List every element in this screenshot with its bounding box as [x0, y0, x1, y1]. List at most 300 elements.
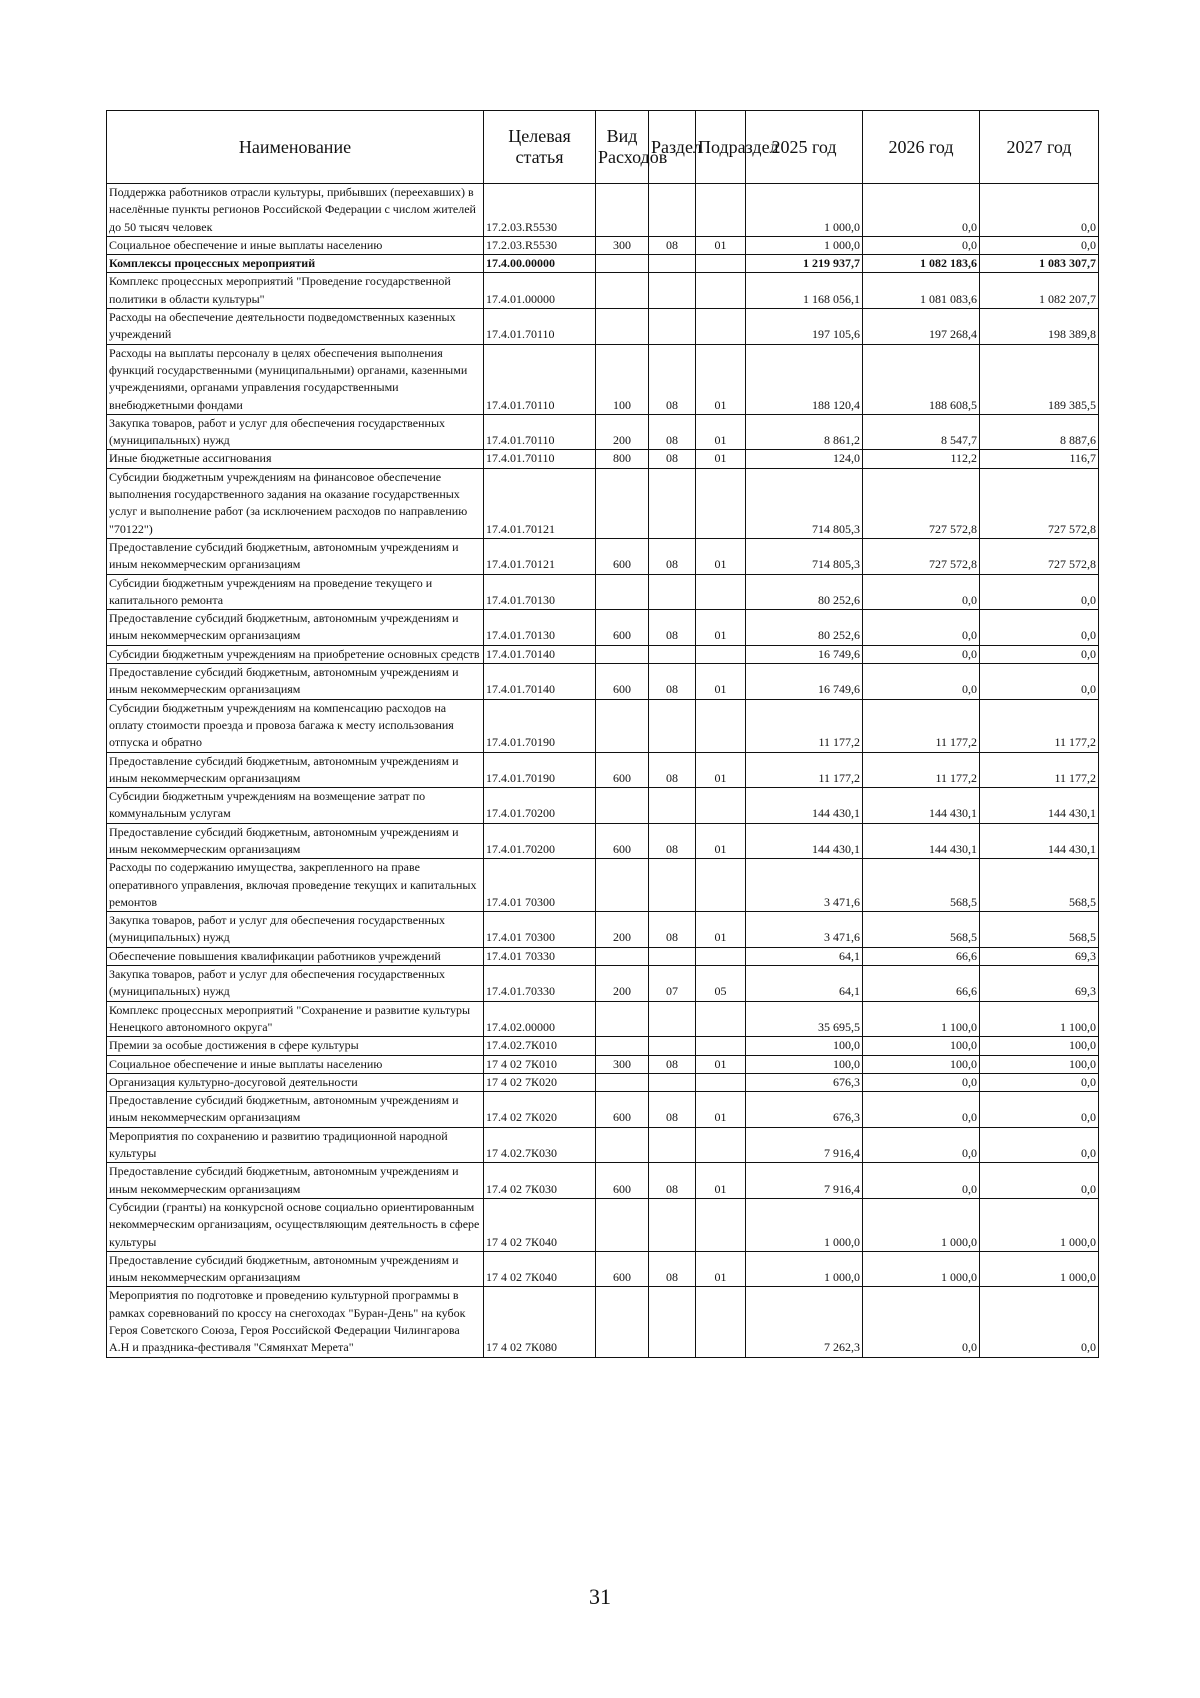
row-name: Предоставление субсидий бюджетным, автономным учреждениям и иным некоммерческим организациям: [107, 823, 484, 859]
row-value-2027: 11 177,2: [980, 699, 1099, 752]
table-row: [107, 414, 1099, 450]
row-razdel: [649, 184, 696, 237]
row-vid: [596, 947, 649, 965]
row-vid: [596, 1127, 649, 1163]
row-name: Предоставление субсидий бюджетным, автономным учреждениям и иным некоммерческим организациям: [107, 610, 484, 646]
row-value-2026: 0,0: [863, 1287, 980, 1357]
row-value-2027: 198 389,8: [980, 309, 1099, 345]
row-value-2027: 0,0: [980, 574, 1099, 610]
row-value-2027: 0,0: [980, 1073, 1099, 1091]
row-vid: 300: [596, 236, 649, 254]
row-value-2026: 0,0: [863, 664, 980, 700]
row-target-code: 17.4.01 70330: [484, 947, 596, 965]
row-name: Расходы по содержанию имущества, закрепленного на праве оперативного управления, включая проведение текущих и капитальных ремонтов: [107, 859, 484, 912]
table-row: [107, 966, 1099, 1002]
row-target-code: 17.4 02 7К030: [484, 1163, 596, 1199]
row-value-2025: 1 219 937,7: [746, 255, 863, 273]
table-row: [107, 1198, 1099, 1251]
row-value-2027: 116,7: [980, 450, 1099, 468]
row-target-code: 17.4.01.70110: [484, 414, 596, 450]
row-podrazdel: [696, 1037, 746, 1055]
row-podrazdel: [696, 699, 746, 752]
row-target-code: 17.4.02.00000: [484, 1001, 596, 1037]
table-row: [107, 273, 1099, 309]
row-target-code: 17.4.01.70200: [484, 788, 596, 824]
row-vid: [596, 184, 649, 237]
row-name: Организация культурно-досуговой деятельности: [107, 1073, 484, 1091]
row-podrazdel: [696, 788, 746, 824]
row-value-2026: 568,5: [863, 859, 980, 912]
header-podrazdel: Подраздел: [696, 111, 746, 184]
row-value-2026: 1 100,0: [863, 1001, 980, 1037]
table-row: [107, 309, 1099, 345]
row-value-2026: 100,0: [863, 1037, 980, 1055]
row-vid: 200: [596, 912, 649, 948]
row-razdel: [649, 699, 696, 752]
row-podrazdel: 01: [696, 450, 746, 468]
row-razdel: 07: [649, 966, 696, 1002]
row-podrazdel: [696, 1127, 746, 1163]
row-razdel: 08: [649, 664, 696, 700]
row-target-code: 17 4.02.7К030: [484, 1127, 596, 1163]
row-vid: [596, 1198, 649, 1251]
row-razdel: 08: [649, 752, 696, 788]
header-vid: Вид Расходов: [596, 111, 649, 184]
row-value-2027: 0,0: [980, 236, 1099, 254]
row-vid: [596, 1073, 649, 1091]
row-value-2026: 100,0: [863, 1055, 980, 1073]
row-value-2025: 714 805,3: [746, 538, 863, 574]
row-value-2026: 1 000,0: [863, 1251, 980, 1287]
header-target: Целевая статья: [484, 111, 596, 184]
row-target-code: 17.4.01.00000: [484, 273, 596, 309]
header-razdel: Раздел: [649, 111, 696, 184]
row-value-2025: 8 861,2: [746, 414, 863, 450]
row-target-code: 17.4.01.70140: [484, 645, 596, 663]
row-value-2027: 100,0: [980, 1037, 1099, 1055]
table-row: [107, 610, 1099, 646]
row-podrazdel: 01: [696, 1092, 746, 1128]
row-value-2025: 197 105,6: [746, 309, 863, 345]
row-value-2026: 0,0: [863, 1073, 980, 1091]
row-value-2026: 144 430,1: [863, 823, 980, 859]
row-value-2025: 676,3: [746, 1092, 863, 1128]
row-value-2025: 35 695,5: [746, 1001, 863, 1037]
row-razdel: 08: [649, 610, 696, 646]
row-target-code: 17.4.01.70121: [484, 468, 596, 538]
row-value-2025: 100,0: [746, 1055, 863, 1073]
row-razdel: 08: [649, 414, 696, 450]
row-value-2027: 1 083 307,7: [980, 255, 1099, 273]
row-podrazdel: [696, 1073, 746, 1091]
row-razdel: 08: [649, 538, 696, 574]
row-value-2025: 1 000,0: [746, 1198, 863, 1251]
row-podrazdel: 01: [696, 414, 746, 450]
row-value-2027: 0,0: [980, 1287, 1099, 1357]
table-row: [107, 664, 1099, 700]
row-value-2026: 0,0: [863, 1127, 980, 1163]
row-name: Предоставление субсидий бюджетным, автономным учреждениям и иным некоммерческим организациям: [107, 1251, 484, 1287]
row-podrazdel: 01: [696, 664, 746, 700]
row-value-2025: 1 168 056,1: [746, 273, 863, 309]
row-vid: 600: [596, 823, 649, 859]
row-podrazdel: [696, 184, 746, 237]
row-value-2027: 144 430,1: [980, 823, 1099, 859]
table-row: [107, 699, 1099, 752]
row-podrazdel: [696, 1287, 746, 1357]
row-name: Обеспечение повышения квалификации работников учреждений: [107, 947, 484, 965]
table-row: [107, 1287, 1099, 1357]
table-body: [107, 184, 1099, 1358]
row-value-2025: 16 749,6: [746, 664, 863, 700]
row-value-2027: 1 000,0: [980, 1198, 1099, 1251]
row-value-2025: 676,3: [746, 1073, 863, 1091]
table-row: [107, 255, 1099, 273]
row-razdel: [649, 788, 696, 824]
row-vid: 600: [596, 1163, 649, 1199]
row-target-code: 17.4.01.70121: [484, 538, 596, 574]
row-podrazdel: 01: [696, 610, 746, 646]
row-value-2025: 3 471,6: [746, 912, 863, 948]
table-row: [107, 574, 1099, 610]
row-value-2026: 0,0: [863, 645, 980, 663]
row-value-2027: 0,0: [980, 1092, 1099, 1128]
row-name: Субсидии бюджетным учреждениям на финансовое обеспечение выполнения государственного задания на оказание государственных услуг и выполнение работ (за исключением расходов по направлению "70122"): [107, 468, 484, 538]
row-razdel: [649, 255, 696, 273]
row-name: Расходы на обеспечение деятельности подведомственных казенных учреждений: [107, 309, 484, 345]
row-podrazdel: 01: [696, 912, 746, 948]
row-value-2027: 568,5: [980, 912, 1099, 948]
row-name: Премии за особые достижения в сфере культуры: [107, 1037, 484, 1055]
row-name: Комплекс процессных мероприятий "Проведение государственной политики в области культуры": [107, 273, 484, 309]
row-target-code: 17.4.01.70130: [484, 610, 596, 646]
row-name: Закупка товаров, работ и услуг для обеспечения государственных (муниципальных) нужд: [107, 966, 484, 1002]
row-target-code: 17.2.03.R5530: [484, 184, 596, 237]
row-razdel: [649, 1037, 696, 1055]
row-vid: 600: [596, 1092, 649, 1128]
table-row: [107, 645, 1099, 663]
row-vid: [596, 699, 649, 752]
row-razdel: 08: [649, 912, 696, 948]
row-value-2026: 568,5: [863, 912, 980, 948]
row-value-2026: 8 547,7: [863, 414, 980, 450]
row-name: Социальное обеспечение и иные выплаты населению: [107, 236, 484, 254]
row-target-code: 17.4.01.70190: [484, 752, 596, 788]
row-value-2026: 0,0: [863, 1092, 980, 1128]
table-row: [107, 344, 1099, 414]
row-value-2026: 11 177,2: [863, 752, 980, 788]
row-value-2026: 1 082 183,6: [863, 255, 980, 273]
row-value-2026: 1 081 083,6: [863, 273, 980, 309]
row-value-2025: 7 916,4: [746, 1163, 863, 1199]
row-value-2027: 100,0: [980, 1055, 1099, 1073]
row-vid: [596, 273, 649, 309]
row-razdel: 08: [649, 450, 696, 468]
row-podrazdel: 05: [696, 966, 746, 1002]
header-name: Наименование: [107, 111, 484, 184]
row-target-code: 17.4.01.70200: [484, 823, 596, 859]
row-target-code: 17 4 02 7К020: [484, 1073, 596, 1091]
row-name: Закупка товаров, работ и услуг для обеспечения государственных (муниципальных) нужд: [107, 912, 484, 948]
row-value-2025: 11 177,2: [746, 752, 863, 788]
header-2027: 2027 год: [980, 111, 1099, 184]
row-name: Предоставление субсидий бюджетным, автономным учреждениям и иным некоммерческим организациям: [107, 1092, 484, 1128]
row-value-2027: 1 082 207,7: [980, 273, 1099, 309]
row-name: Мероприятия по подготовке и проведению культурной программы в рамках соревнований по кроссу на снегоходах "Буран-День" на кубок Героя Советского Союза, Героя Российской Федерации Чилингарова А.Н и праздника-фестиваля "Сямянхат Мерета": [107, 1287, 484, 1357]
row-value-2026: 112,2: [863, 450, 980, 468]
row-name: Поддержка работников отрасли культуры, прибывших (переехавших) в населённые пункты регионов Российской Федерации с числом жителей до 50 тысяч человек: [107, 184, 484, 237]
row-value-2026: 197 268,4: [863, 309, 980, 345]
row-podrazdel: 01: [696, 538, 746, 574]
row-target-code: 17 4 02 7К080: [484, 1287, 596, 1357]
row-name: Субсидии бюджетным учреждениям на возмещение затрат по коммунальным услугам: [107, 788, 484, 824]
row-value-2027: 727 572,8: [980, 538, 1099, 574]
row-podrazdel: [696, 859, 746, 912]
row-value-2026: 0,0: [863, 574, 980, 610]
row-value-2026: 1 000,0: [863, 1198, 980, 1251]
row-value-2027: 0,0: [980, 645, 1099, 663]
row-razdel: [649, 859, 696, 912]
row-value-2026: 66,6: [863, 966, 980, 1002]
row-razdel: [649, 1287, 696, 1357]
row-razdel: [649, 1198, 696, 1251]
row-name: Социальное обеспечение и иные выплаты населению: [107, 1055, 484, 1073]
row-razdel: [649, 1073, 696, 1091]
row-value-2027: 144 430,1: [980, 788, 1099, 824]
row-value-2027: 69,3: [980, 966, 1099, 1002]
row-podrazdel: [696, 255, 746, 273]
row-vid: 600: [596, 610, 649, 646]
row-value-2026: 0,0: [863, 184, 980, 237]
row-value-2027: 69,3: [980, 947, 1099, 965]
row-target-code: 17.4.01 70300: [484, 912, 596, 948]
row-razdel: [649, 1001, 696, 1037]
row-value-2027: 189 385,5: [980, 344, 1099, 414]
row-target-code: 17.4.01 70300: [484, 859, 596, 912]
table-row: [107, 1163, 1099, 1199]
row-podrazdel: 01: [696, 1163, 746, 1199]
row-value-2027: 0,0: [980, 1163, 1099, 1199]
row-value-2027: 568,5: [980, 859, 1099, 912]
row-target-code: 17.4 02 7К020: [484, 1092, 596, 1128]
row-value-2025: 1 000,0: [746, 1251, 863, 1287]
row-name: Субсидии бюджетным учреждениям на проведение текущего и капитального ремонта: [107, 574, 484, 610]
table-row: [107, 1073, 1099, 1091]
row-vid: [596, 1037, 649, 1055]
row-vid: [596, 1001, 649, 1037]
row-value-2026: 188 608,5: [863, 344, 980, 414]
row-value-2025: 714 805,3: [746, 468, 863, 538]
row-target-code: 17.4.01.70110: [484, 309, 596, 345]
row-value-2025: 188 120,4: [746, 344, 863, 414]
row-vid: 100: [596, 344, 649, 414]
row-value-2025: 80 252,6: [746, 574, 863, 610]
row-vid: [596, 468, 649, 538]
header-2026: 2026 год: [863, 111, 980, 184]
table-row: [107, 1001, 1099, 1037]
row-name: Предоставление субсидий бюджетным, автономным учреждениям и иным некоммерческим организациям: [107, 664, 484, 700]
row-razdel: [649, 273, 696, 309]
row-name: Субсидии (гранты) на конкурсной основе социально ориентированным некоммерческим организациям, осуществляющим деятельность в сфере культуры: [107, 1198, 484, 1251]
row-vid: [596, 788, 649, 824]
row-podrazdel: 01: [696, 823, 746, 859]
page-number: 31: [589, 1584, 611, 1609]
row-podrazdel: [696, 574, 746, 610]
row-podrazdel: 01: [696, 344, 746, 414]
table-row: [107, 538, 1099, 574]
row-target-code: 17 4 02 7К010: [484, 1055, 596, 1073]
row-value-2026: 0,0: [863, 236, 980, 254]
row-target-code: 17.4.01.70190: [484, 699, 596, 752]
row-vid: [596, 645, 649, 663]
row-value-2026: 0,0: [863, 1163, 980, 1199]
row-vid: 600: [596, 538, 649, 574]
row-vid: 600: [596, 664, 649, 700]
row-vid: 200: [596, 966, 649, 1002]
table-row: [107, 1055, 1099, 1073]
row-vid: [596, 309, 649, 345]
table-row: [107, 912, 1099, 948]
row-value-2025: 144 430,1: [746, 788, 863, 824]
row-vid: 300: [596, 1055, 649, 1073]
row-value-2025: 144 430,1: [746, 823, 863, 859]
row-value-2027: 0,0: [980, 610, 1099, 646]
row-target-code: 17.4.01.70140: [484, 664, 596, 700]
row-razdel: [649, 645, 696, 663]
table-row: [107, 184, 1099, 237]
table-row: [107, 1037, 1099, 1055]
row-podrazdel: [696, 1198, 746, 1251]
row-value-2025: 64,1: [746, 966, 863, 1002]
row-value-2025: 64,1: [746, 947, 863, 965]
row-podrazdel: 01: [696, 1251, 746, 1287]
row-name: Субсидии бюджетным учреждениям на компенсацию расходов на оплату стоимости проезда и провоза багажа к месту использования отпуска и обратно: [107, 699, 484, 752]
row-podrazdel: 01: [696, 236, 746, 254]
row-razdel: 08: [649, 236, 696, 254]
row-name: Субсидии бюджетным учреждениям на приобретение основных средств: [107, 645, 484, 663]
row-target-code: 17.4.01.70110: [484, 344, 596, 414]
row-value-2026: 11 177,2: [863, 699, 980, 752]
row-podrazdel: [696, 645, 746, 663]
row-target-code: 17.4.01.70130: [484, 574, 596, 610]
row-value-2025: 1 000,0: [746, 236, 863, 254]
row-target-code: 17.4.02.7К010: [484, 1037, 596, 1055]
row-value-2026: 727 572,8: [863, 538, 980, 574]
row-razdel: 08: [649, 344, 696, 414]
table-row: [107, 1127, 1099, 1163]
row-target-code: 17 4 02 7К040: [484, 1198, 596, 1251]
row-razdel: [649, 309, 696, 345]
row-vid: 600: [596, 752, 649, 788]
row-target-code: 17.2.03.R5530: [484, 236, 596, 254]
table-row: [107, 859, 1099, 912]
budget-table: [106, 110, 1099, 1358]
row-value-2027: 727 572,8: [980, 468, 1099, 538]
row-podrazdel: 01: [696, 752, 746, 788]
row-value-2026: 66,6: [863, 947, 980, 965]
row-vid: 200: [596, 414, 649, 450]
row-value-2027: 0,0: [980, 184, 1099, 237]
row-razdel: 08: [649, 823, 696, 859]
row-podrazdel: [696, 468, 746, 538]
row-value-2025: 124,0: [746, 450, 863, 468]
row-vid: [596, 1287, 649, 1357]
row-name: Мероприятия по сохранению и развитию традиционной народной культуры: [107, 1127, 484, 1163]
table-row: [107, 823, 1099, 859]
row-podrazdel: [696, 309, 746, 345]
table-row: [107, 788, 1099, 824]
row-name: Закупка товаров, работ и услуг для обеспечения государственных (муниципальных) нужд: [107, 414, 484, 450]
table-row: [107, 236, 1099, 254]
row-podrazdel: [696, 273, 746, 309]
row-value-2026: 727 572,8: [863, 468, 980, 538]
row-value-2027: 11 177,2: [980, 752, 1099, 788]
row-razdel: 08: [649, 1092, 696, 1128]
row-value-2027: 8 887,6: [980, 414, 1099, 450]
row-value-2025: 100,0: [746, 1037, 863, 1055]
row-name: Предоставление субсидий бюджетным, автономным учреждениям и иным некоммерческим организациям: [107, 538, 484, 574]
row-value-2025: 7 262,3: [746, 1287, 863, 1357]
row-target-code: 17.4.00.00000: [484, 255, 596, 273]
row-podrazdel: 01: [696, 1055, 746, 1073]
row-value-2025: 80 252,6: [746, 610, 863, 646]
row-razdel: 08: [649, 1251, 696, 1287]
row-value-2027: 0,0: [980, 1127, 1099, 1163]
row-value-2027: 1 000,0: [980, 1251, 1099, 1287]
table-header-row: [107, 111, 1099, 184]
row-razdel: [649, 1127, 696, 1163]
row-value-2026: 144 430,1: [863, 788, 980, 824]
row-value-2026: 0,0: [863, 610, 980, 646]
row-value-2027: 0,0: [980, 664, 1099, 700]
row-razdel: [649, 468, 696, 538]
row-value-2027: 1 100,0: [980, 1001, 1099, 1037]
row-name: Предоставление субсидий бюджетным, автономным учреждениям и иным некоммерческим организациям: [107, 1163, 484, 1199]
row-value-2025: 11 177,2: [746, 699, 863, 752]
row-value-2025: 16 749,6: [746, 645, 863, 663]
header-2025: 2025 год: [746, 111, 863, 184]
row-razdel: 08: [649, 1163, 696, 1199]
table-row: [107, 468, 1099, 538]
row-target-code: 17.4.01.70330: [484, 966, 596, 1002]
row-razdel: 08: [649, 1055, 696, 1073]
row-target-code: 17.4.01.70110: [484, 450, 596, 468]
row-vid: [596, 859, 649, 912]
row-name: Комплекс процессных мероприятий "Сохранение и развитие культуры Ненецкого автономного округа": [107, 1001, 484, 1037]
row-vid: [596, 574, 649, 610]
row-name: Иные бюджетные ассигнования: [107, 450, 484, 468]
table-row: [107, 1092, 1099, 1128]
table-row: [107, 450, 1099, 468]
row-value-2025: 7 916,4: [746, 1127, 863, 1163]
row-value-2025: 3 471,6: [746, 859, 863, 912]
row-name: Предоставление субсидий бюджетным, автономным учреждениям и иным некоммерческим организациям: [107, 752, 484, 788]
row-name: Комплексы процессных мероприятий: [107, 255, 484, 273]
row-vid: 600: [596, 1251, 649, 1287]
table-row: [107, 947, 1099, 965]
row-target-code: 17 4 02 7К040: [484, 1251, 596, 1287]
table-row: [107, 752, 1099, 788]
row-razdel: [649, 574, 696, 610]
row-podrazdel: [696, 947, 746, 965]
row-podrazdel: [696, 1001, 746, 1037]
row-value-2025: 1 000,0: [746, 184, 863, 237]
row-vid: [596, 255, 649, 273]
row-name: Расходы на выплаты персоналу в целях обеспечения выполнения функций государственными (муниципальными) органами, казенными учреждениями, органами управления государственными внебюджетными фондами: [107, 344, 484, 414]
table-row: [107, 1251, 1099, 1287]
row-vid: 800: [596, 450, 649, 468]
row-razdel: [649, 947, 696, 965]
